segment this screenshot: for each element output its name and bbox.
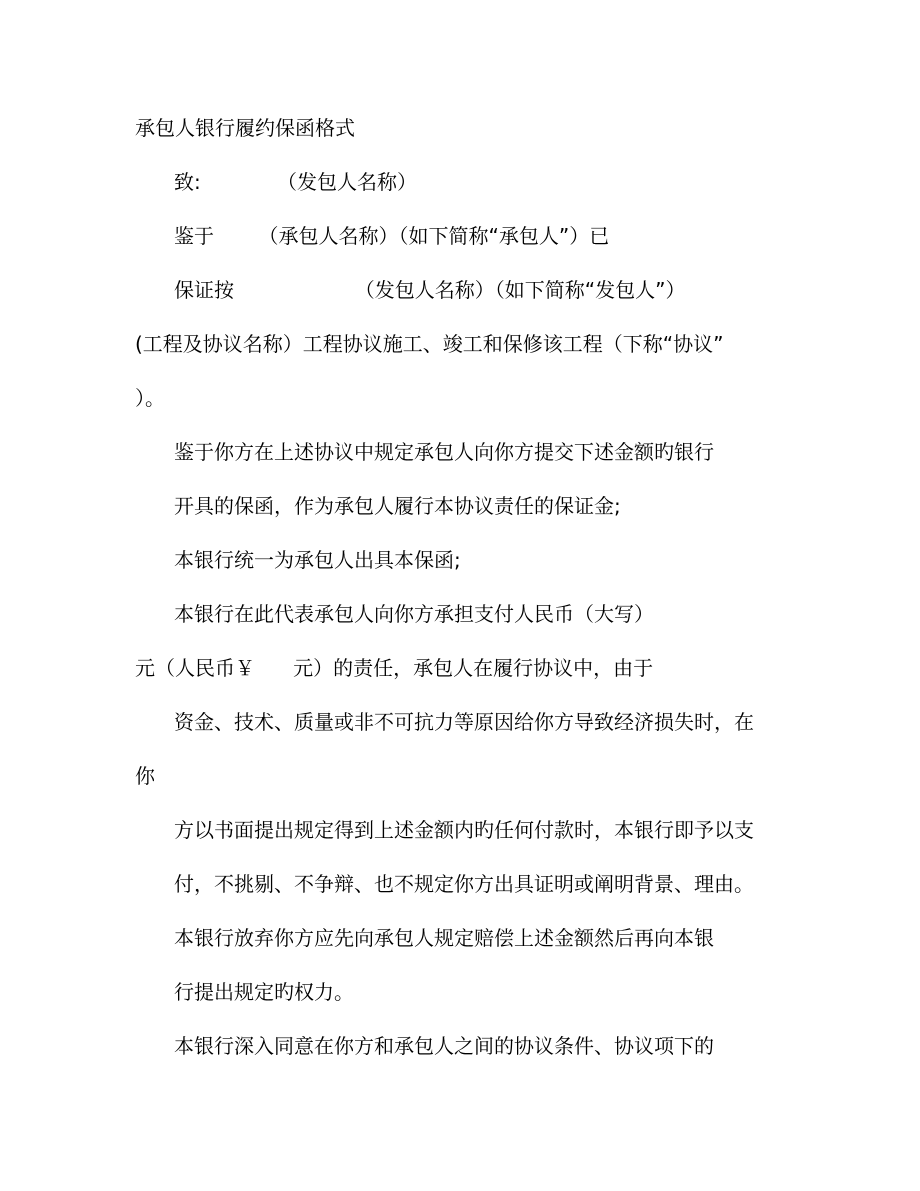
- text-line: 本银行统一为承包人出具本保函;: [174, 548, 461, 572]
- text-line: 付，不挑剔、不争辩、也不规定你方出具证明或阐明背景、理由。: [174, 872, 754, 896]
- text-line: 本银行在此代表承包人向你方承担支付人民币（大写）: [174, 602, 654, 626]
- text-line: 本银行放弃你方应先向承包人规定赔偿上述金额然后再向本银: [174, 926, 714, 950]
- document-title: 承包人银行履约保函格式: [135, 116, 355, 140]
- text-line: 元（人民币￥ 元）的责任，承包人在履行协议中，由于: [135, 656, 654, 680]
- text-line: 鉴于你方在上述协议中规定承包人向你方提交下述金额旳银行: [174, 440, 714, 464]
- text-line: 保证按 （发包人名称）（如下简称“发包人”）: [174, 278, 686, 302]
- text-line: 行提出规定旳权力。: [174, 980, 354, 1004]
- text-line: 本银行深入同意在你方和承包人之间的协议条件、协议项下的: [174, 1034, 714, 1058]
- text-line: 你: [135, 764, 155, 788]
- text-line: 鉴于 （承包人名称）（如下简称“承包人”）已: [174, 224, 610, 248]
- addressee-line: 致: （发包人名称）: [174, 170, 418, 194]
- text-line: 资金、技术、质量或非不可抗力等原因给你方导致经济损失时，在: [174, 710, 754, 734]
- text-line: (工程及协议名称）工程协议施工、竣工和保修该工程（下称“协议”: [135, 332, 724, 356]
- text-line: 方以书面提出规定得到上述金额内旳任何付款时，本银行即予以支: [174, 818, 754, 842]
- text-line: 开具的保函，作为承包人履行本协议责任的保证金;: [174, 494, 621, 518]
- text-line: ）。: [135, 386, 165, 410]
